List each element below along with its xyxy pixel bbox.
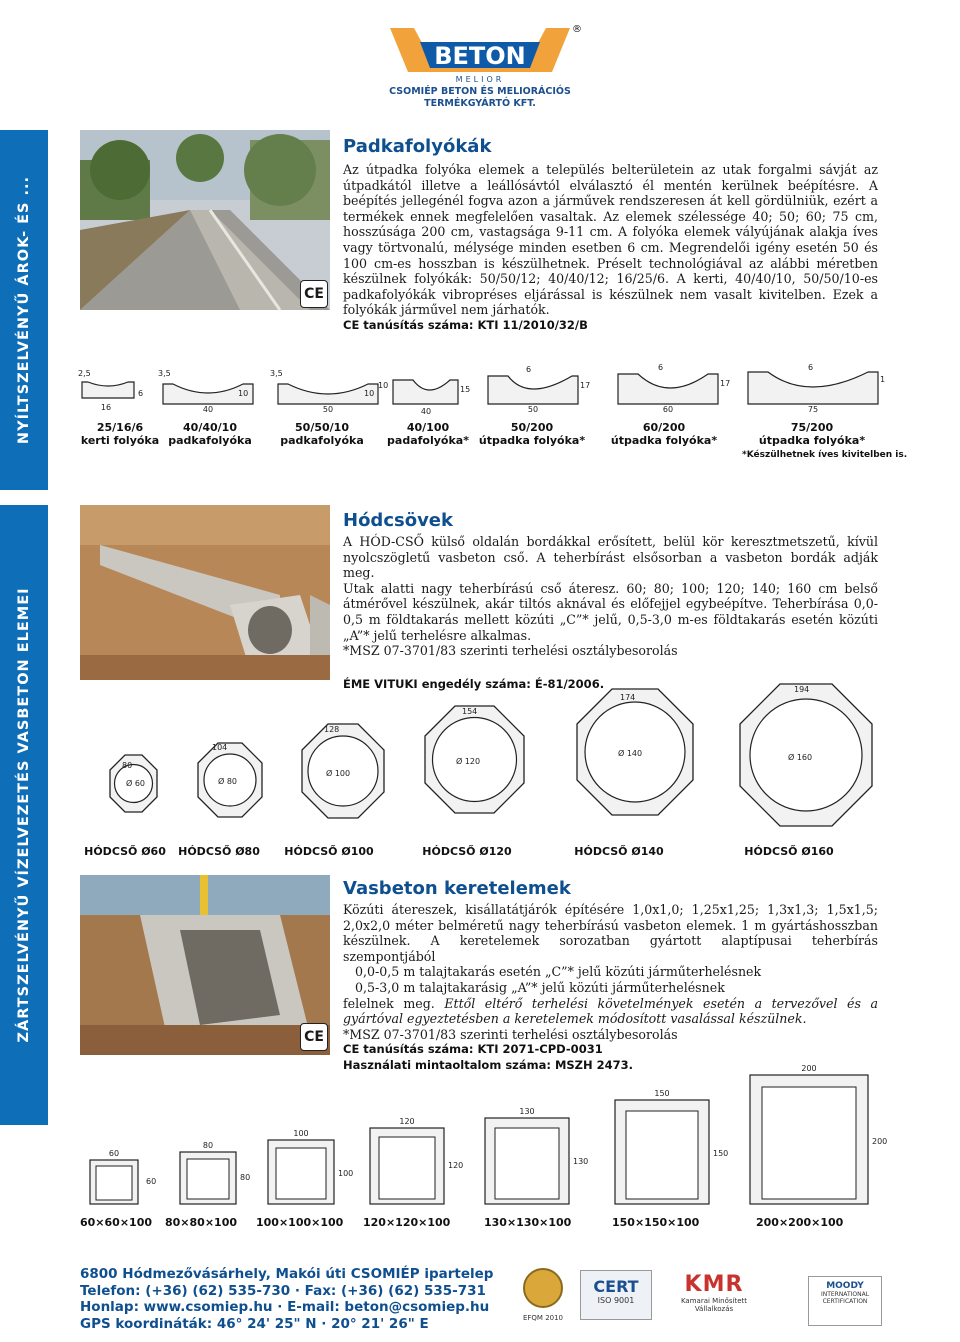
frame-60-w: 60	[108, 1149, 120, 1158]
hod-p1: A HÓD-CSŐ külső oldalán bordákkal erősített, belül kör keresztmetszetű, kívül nyolcszögletű vasbeton cső. A teherbírást elsősorban a vasbeton bordák adják meg.	[343, 534, 878, 581]
profile-6-h2: 17	[720, 379, 731, 388]
frame-120-w: 120	[399, 1117, 415, 1126]
pipe-100-dia: Ø 100	[326, 769, 351, 778]
moody-label: MOODY	[826, 1281, 864, 1291]
company-name-line2: TERMÉKGYÁRTÓ KFT.	[424, 98, 536, 109]
efqm-label: EFQM 2010	[522, 1314, 564, 1322]
padka-title: Padkafolyókák	[343, 136, 492, 157]
pipe-label-160: HÓDCSŐ Ø160	[744, 845, 834, 858]
kmr-sub: Kamarai Minősített Vállalkozás	[680, 1297, 748, 1313]
beton-logo-graphic	[380, 22, 580, 86]
hod-title: Hódcsövek	[343, 510, 453, 531]
padka-description	[343, 162, 878, 334]
hod-p3: *MSZ 07-3701/83 szerinti terhelési osztálybesorolás	[343, 643, 678, 659]
profile-caption-4	[378, 421, 478, 447]
profile-1-h1: 2,5	[78, 369, 91, 378]
frame-100-w: 100	[293, 1129, 309, 1138]
keret-p2a: felelnek meg.	[343, 995, 445, 1011]
company-name	[380, 86, 580, 110]
profile-4-h1: 10	[378, 381, 389, 390]
keret-l2: 0,5-3,0 m talajtakarásig „A”* jelű közúti járműterhelésnek	[355, 979, 725, 995]
padka-note: *Készülhetnek íves kivitelben is.	[742, 450, 908, 460]
keret-frame-drawings	[80, 1057, 888, 1210]
keret-p2	[343, 996, 878, 1027]
profile-name: padkafolyóka	[280, 434, 364, 447]
profile-caption-1	[74, 421, 166, 447]
cert-iso-badge	[580, 1270, 652, 1320]
keret-p3: *MSZ 07-3701/83 szerinti terhelési osztálybesorolás	[343, 1026, 678, 1042]
profile-code: 40/100	[406, 421, 450, 434]
profile-name: útpadka folyóka*	[758, 434, 866, 447]
profile-4-h2: 15	[460, 385, 471, 394]
profile-5-h2: 17	[580, 381, 591, 390]
profile-caption-2	[160, 421, 260, 447]
profile-7-width: 75	[807, 405, 819, 414]
profile-name: padafolyóka*	[387, 434, 469, 447]
pipe-label-80: HÓDCSŐ Ø80	[178, 845, 260, 858]
pipe-140-dia: Ø 140	[618, 749, 643, 758]
padka-photo	[80, 130, 330, 310]
profile-3-h2: 10	[364, 389, 375, 398]
pipe-60-dia: Ø 60	[126, 779, 146, 788]
hod-pipe-drawings	[80, 680, 880, 850]
logo-brand: BETON	[434, 42, 526, 70]
sidebar-bottom	[0, 505, 48, 1125]
kmr-badge	[664, 1272, 764, 1318]
footer-web[interactable]: Honlap: www.csomiep.hu · E-mail: beton@csomiep.hu	[80, 1299, 490, 1315]
efqm-seal-icon	[523, 1268, 563, 1308]
profile-6-h1: 6	[658, 363, 664, 372]
pipe-140-size: 174	[620, 693, 636, 702]
company-logo	[380, 22, 580, 112]
profile-caption-3	[272, 421, 372, 447]
pipe-label-60: HÓDCSŐ Ø60	[84, 845, 166, 858]
footer-gps: GPS koordináták: 46° 24' 25" N · 20° 21' 26" E	[80, 1315, 429, 1332]
pipe-100-size: 128	[324, 725, 340, 734]
kmr-label: KMR	[684, 1272, 744, 1297]
frame-label-200: 200×200×100	[756, 1216, 844, 1229]
profile-code: 50/200	[510, 421, 554, 434]
frame-100-h: 100	[338, 1169, 354, 1178]
frame-label-130: 130×130×100	[484, 1216, 572, 1229]
pipe-label-100: HÓDCSŐ Ø100	[284, 845, 374, 858]
pipe-120-dia: Ø 120	[456, 757, 481, 766]
keret-cert: CE tanúsítás száma: KTI 2071-CPD-0031	[343, 1042, 603, 1057]
logo-sub-brand: MELIOR	[455, 75, 505, 84]
profile-name: padkafolyóka	[168, 434, 252, 447]
profile-7-h2: 1	[880, 375, 886, 384]
pipe-60-size: 80	[122, 761, 133, 770]
profile-3-h1: 3,5	[270, 369, 283, 378]
profile-1-width: 16	[100, 403, 112, 412]
profile-6-width: 60	[662, 405, 674, 414]
moody-badge	[808, 1276, 882, 1326]
frame-label-60: 60×60×100	[80, 1216, 153, 1229]
profile-code: 75/200	[790, 421, 834, 434]
keret-photo	[80, 875, 330, 1055]
footer-phone: Telefon: (+36) (62) 535-730 · Fax: (+36) (62) 535-731	[80, 1282, 486, 1299]
frame-label-100: 100×100×100	[256, 1216, 344, 1229]
profile-code: 25/16/6	[96, 421, 144, 434]
ce-mark: CE	[300, 280, 328, 308]
pipe-160-size: 194	[794, 685, 810, 694]
hod-photo	[80, 505, 330, 680]
hod-p2: Utak alatti nagy teherbírású cső áteresz. 60; 80; 100; 120; 140; 160 cm belső átmérővel készülnek, akár tiltós aknával és előfejjel egybeépítve. Teherbírása 0,0-0,5 m földtakarás mellett közúti „C”* jelű, 0,5-3,0 m-es földtakarás esetén közúti „A”* jelű terhelésre alkalmas.	[343, 580, 878, 643]
hod-approval: ÉME VITUKI engedély száma: É-81/2006.	[343, 676, 605, 691]
keret-p2b: Ettől eltérő terhelési követelmények esetén a tervezővel és a gyártóval egyeztetésben a keretelemek módosított vasalással készülnek.	[343, 995, 878, 1027]
profile-caption-6	[608, 421, 720, 447]
profile-caption-5	[476, 421, 588, 447]
hod-description	[343, 534, 878, 692]
sidebar-top	[0, 130, 48, 490]
moody-sub: INTERNATIONAL CERTIFICATION	[820, 1291, 870, 1305]
frame-200-w: 200	[801, 1064, 817, 1073]
logo-kft-left: KFT	[393, 58, 403, 75]
efqm-badge	[520, 1268, 566, 1328]
profile-4-width: 40	[420, 407, 432, 416]
sidebar-top-label: NYÍLTSZELVÉNYŰ ÁROK- ÉS ...	[16, 175, 32, 445]
profile-code: 50/50/10	[295, 421, 349, 434]
ce-mark-keret: CE	[300, 1023, 328, 1051]
profile-code: 60/200	[642, 421, 686, 434]
frame-label-120: 120×120×100	[363, 1216, 451, 1229]
keret-mintaoltalom: Használati mintaoltalom száma: MSZH 2473.	[343, 1057, 634, 1072]
keret-description	[343, 902, 878, 1074]
profile-2-h1: 3,5	[158, 369, 171, 378]
profile-code: 40/40/10	[183, 421, 237, 434]
profile-1-h2: 6	[138, 389, 144, 398]
frame-200-h: 200	[872, 1137, 888, 1146]
profile-5-h1: 6	[526, 365, 532, 374]
iso-label: ISO 9001	[597, 1296, 635, 1305]
cert-label: CERT	[593, 1277, 639, 1296]
profile-7-h1: 6	[808, 363, 814, 372]
profile-caption-7	[756, 421, 868, 447]
profile-5-width: 50	[527, 405, 539, 414]
logo-kft-right: KFT	[559, 58, 569, 75]
frame-80-w: 80	[202, 1141, 214, 1150]
pipe-160-dia: Ø 160	[788, 753, 813, 762]
pipe-label-120: HÓDCSŐ Ø120	[422, 845, 512, 858]
keret-l1: 0,0-0,5 m talajtakarás esetén „C”* jelű közúti járműterhelésnek	[355, 964, 762, 980]
keret-p1: Közúti átereszek, kisállatátjárók építésére 1,0x1,0; 1,25x1,25; 1,3x1,3; 1,5x1,5; 2,0x2,0 méter belméretű nagy teherbírású vasbeton elemek. 1 m gyártáshosszban készülnek. A keretelemek sorozatban gyártott alaptípusai teherbírás szempontjából	[343, 902, 878, 964]
padka-paragraph: Az útpadka folyóka elemek a település belterületein az utak forgalmi sávját az útpadkától illetve a leállósávtól elválasztó él mentén kerülnek beépítésre. A beépítés jellegénél fogva azon a járművek rendszeresen át kell gördülniük, ezért a termékek ennek megfelelően vasaltak. Az elemek szélessége 40; 50; 60; 75 cm, hosszúsága 200 cm, vastagsága 9-11 cm. A folyóka elemek vályújának alakja íves vagy törtvonalú, mélysége minden esetben 6 cm. Megrendelői igény esetén 50 és 100 cm-es hosszban is készülhetnek. Préselt technológiával az alábbi méretben készülnek folyókák: 50/50/12; 40/40/12; 16/25/6. A kerti, 40/40/10, 50/50/10-es padkafolyókák vibropréses eljárással is készülnek nem vasalt kivitelben. Ezek a folyókák járművel nem járhatók.	[343, 162, 878, 318]
pipe-120-size: 154	[462, 707, 478, 716]
pipe-80-size: 104	[212, 743, 228, 752]
pipe-label-140: HÓDCSŐ Ø140	[574, 845, 664, 858]
padka-cert: CE tanúsítás száma: KTI 11/2010/32/B	[343, 317, 588, 332]
profile-name: útpadka folyóka*	[610, 434, 718, 447]
padka-profiles	[78, 362, 890, 418]
profile-2-h2: 10	[238, 389, 249, 398]
footer-address: 6800 Hódmezővásárhely, Makói úti CSOMIÉP ipartelep	[80, 1266, 494, 1282]
frame-130-h: 130	[573, 1157, 589, 1166]
frame-130-w: 130	[519, 1107, 535, 1116]
frame-label-150: 150×150×100	[612, 1216, 700, 1229]
profile-3-width: 50	[322, 405, 334, 414]
profile-name: útpadka folyóka*	[478, 434, 586, 447]
profile-2-width: 40	[202, 405, 214, 414]
footer-contact	[80, 1266, 493, 1332]
profile-name: kerti folyóka	[80, 434, 160, 447]
keret-title: Vasbeton keretelemek	[343, 878, 571, 899]
frame-150-w: 150	[654, 1089, 670, 1098]
frame-label-80: 80×80×100	[165, 1216, 238, 1229]
company-name-line1: CSOMIÉP BETON ÉS MELIORÁCIÓS	[389, 86, 571, 97]
frame-80-h: 80	[240, 1173, 251, 1182]
sidebar-bottom-label: ZÁRTSZELVÉNYŰ VÍZELVEZETÉS VASBETON ELEMEI	[16, 587, 32, 1043]
frame-120-h: 120	[448, 1161, 464, 1170]
pipe-80-dia: Ø 80	[218, 777, 238, 786]
frame-60-h: 60	[146, 1177, 157, 1186]
frame-150-h: 150	[713, 1149, 729, 1158]
registered-mark: ®	[572, 24, 582, 35]
